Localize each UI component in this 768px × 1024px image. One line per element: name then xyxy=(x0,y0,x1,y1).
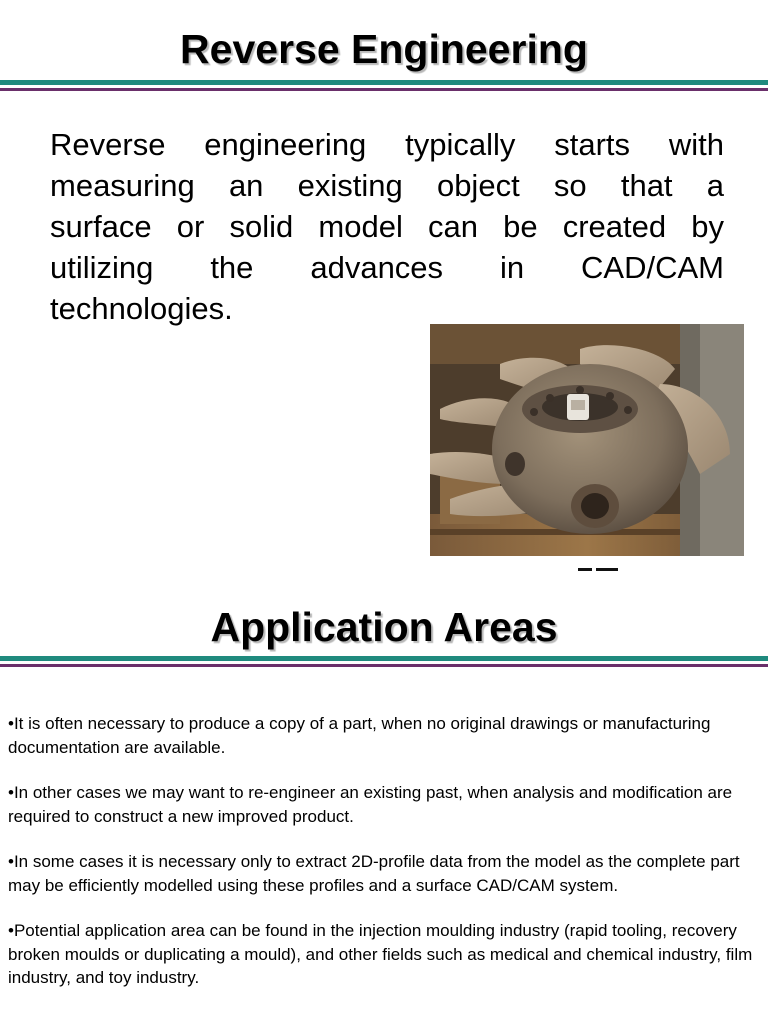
bullet-item: •Potential application area can be found in the injection moulding industry (rapid tooling, recovery broken moulds or duplicating a mould), and other fields such as medical and chemical industry, film industry, and toy industry. xyxy=(8,921,753,987)
divider-purple-bar xyxy=(0,88,768,91)
divider-teal-bar xyxy=(0,656,768,661)
slide-title: Application Areas xyxy=(210,604,558,650)
divider-purple-bar xyxy=(0,664,768,667)
bullet-item: •In some cases it is necessary only to extract 2D-profile data from the model as the complete part may be efficiently modelled using these profiles and a surface CAD/CAM system. xyxy=(8,852,740,895)
paragraph-line: utilizing the advances in CAD/CAM xyxy=(50,250,724,285)
propeller-photo xyxy=(430,324,744,556)
divider-teal-bar xyxy=(0,80,768,85)
slide-title: Reverse Engineering xyxy=(180,26,588,72)
paragraph-line: technologies. xyxy=(50,291,233,326)
bullet-item: •It is often necessary to produce a copy of a part, when no original drawings or manufacturing documentation are available. xyxy=(8,714,711,757)
paragraph-line: Reverse engineering typically starts with xyxy=(50,127,724,162)
application-bullet-list xyxy=(8,712,760,1012)
paragraph-line: measuring an existing object so that a xyxy=(50,168,724,203)
slide-application-areas xyxy=(0,590,768,1024)
title-divider xyxy=(0,80,768,92)
photo-caption-mark xyxy=(578,568,628,574)
paragraph-line: surface or solid model can be created by xyxy=(50,209,724,244)
bullet-item: •In other cases we may want to re-engineer an existing past, when analysis and modification are required to construct a new improved product. xyxy=(8,783,733,826)
title-divider xyxy=(0,656,768,668)
intro-paragraph xyxy=(50,124,724,329)
